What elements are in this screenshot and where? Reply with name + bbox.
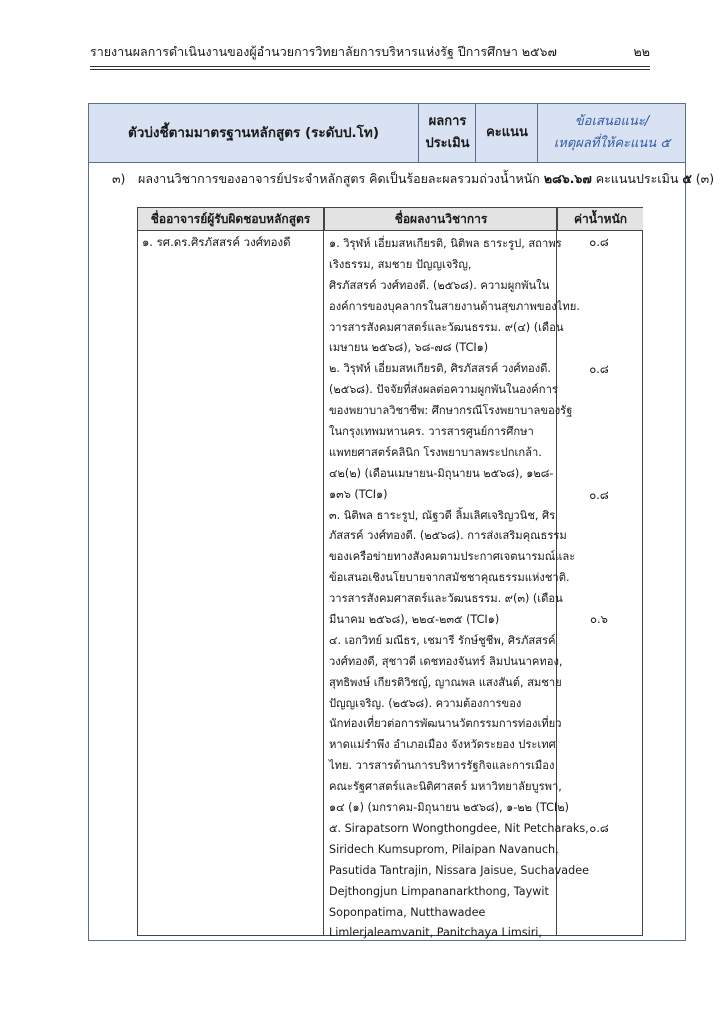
item-ref: (๓) [691, 171, 715, 186]
works-line: ๑. วิรุฬห์ เอี่ยมสหเกียรติ, นิติพล ธาระรูป, สถาพร [329, 237, 562, 250]
criteria-table-header [89, 104, 685, 163]
works-column-header: ชื่อผลงานวิชาการ [324, 208, 557, 231]
works-line: ในกรุงเทพมหานคร. วารสารศูนย์การศึกษา [329, 425, 534, 439]
weight-value: ๐.๘ [589, 362, 609, 376]
works-line: ๕. Sirapatsorn Wongthongdee, Nit Petcharaks, [329, 821, 589, 835]
suggestion-header-line1: ข้อเสนอแนะ/ [574, 114, 650, 129]
header-rule-double [90, 69, 650, 70]
item-text-after: คะแนนประเมิน [591, 171, 683, 186]
works-line: ๔๒(๒) (เดือนเมษายน-มิถุนายน ๒๕๖๘), ๑๒๘- [329, 466, 554, 480]
weight-value: ๐.๘ [589, 235, 609, 249]
works-line: ๓. นิติพล ธาระรูป, ณัฐวดี ลิ้มเลิศเจริญวนิช, ศิร [329, 508, 556, 522]
item-number: ๓) [112, 171, 126, 186]
page-number: ๒๒ [633, 44, 650, 59]
works-line: (๒๕๖๘). ปัจจัยที่ส่งผลต่อความผูกพันในองค์การ [329, 383, 558, 397]
result-header [418, 104, 476, 162]
weight-column-header: ค่าน้ำหนัก [557, 208, 643, 231]
works-line: ศิรภัสสรค์ วงศ์ทองดี. (๒๕๖๘). ความผูกพันใน [329, 278, 550, 292]
works-line: ๔. เอกวิทย์ มณีธร, เชมารี รักษ์ชูชีพ, ศิรภัสสรค์ [329, 633, 556, 647]
weight-value: ๐.๘ [589, 821, 609, 835]
works-line: ไทย. วารสารด้านการบริหารรัฐกิจและการเมือง [329, 759, 555, 773]
item-summary-line [112, 171, 715, 187]
works-line: ภัสสรค์ วงศ์ทองดี. (๒๕๖๘). การส่งเสริมคุณธรรม [329, 529, 567, 543]
professor-column-header: ชื่ออาจารย์ผู้รับผิดชอบหลักสูตร [138, 208, 323, 231]
works-line: วารสารสังคมศาสตร์และวัฒนธรรม. ๙(๔) (เดือน [329, 320, 564, 334]
column-divider [323, 208, 324, 935]
result-header-line1: ผลการ [428, 114, 467, 129]
header-rule [90, 66, 650, 67]
works-line: ของเครือข่ายทางสังคมตามประกาศเจตนารมณ์และ [329, 550, 576, 564]
works-line: ๑๓๖ (TCI๑) [329, 487, 388, 501]
works-line: Limlerjaleamvanit, Panitchaya Limsiri, [329, 926, 542, 940]
works-line: เริงธรรม, สมชาย ปัญญเจริญ, [329, 257, 472, 271]
academic-works-table [137, 207, 643, 940]
works-line: วงศ์ทองดี, สุชาวดี เดชทองจันทร์ ลิมปนนาคทอง, [329, 654, 563, 668]
works-line: สุทธิพงษ์ เกียรติวิชญ์, ญาณพล แสงสันต์, สมชาย [329, 675, 562, 689]
works-line: แพทยศาสตร์คลินิก โรงพยาบาลพระปกเกล้า. [329, 445, 542, 459]
works-list [329, 234, 590, 944]
professor-name: ๑. รศ.ดร.ศิรภัสสรค์ วงศ์ทองดี [142, 235, 291, 249]
works-line: มีนาคม ๒๕๖๘), ๒๒๔-๒๓๕ (TCI๑) [329, 613, 500, 627]
works-line: นักท่องเที่ยวต่อการพัฒนานวัตกรรมการท่องเที่ยว [329, 717, 562, 731]
suggestion-header-line2: เหตุผลที่ให้คะแนน ๕ [553, 136, 671, 151]
works-line: ปัญญเจริญ. (๒๕๖๘). ความต้องการของ [329, 696, 522, 710]
works-line: ๑๔ (๑) (มกราคม-มิถุนายน ๒๕๖๘), ๑-๒๒ (TCI๒) [329, 801, 569, 815]
weight-value: ๐.๘ [589, 488, 609, 502]
works-line: วารสารสังคมศาสตร์และวัฒนธรรม. ๙(๓) (เดือน [329, 592, 563, 606]
running-header [90, 44, 650, 60]
suggestion-header [537, 104, 686, 162]
works-line: องค์การของบุคลากรในสายงานด้านสุขภาพของไทย. [329, 299, 580, 313]
item-text-before: ผลงานวิชาการของอาจารย์ประจำหลักสูตร คิดเป็นร้อยละผลรวมถ่วงน้ำหนัก [138, 171, 544, 186]
result-header-line2: ประเมิน [425, 136, 470, 151]
works-line: คณะรัฐศาสตร์และนิติศาสตร์ มหาวิทยาลัยบูรพา, [329, 780, 562, 794]
works-line: Soponpatima, Nutthawadee [329, 905, 486, 919]
weight-value: ๐.๖ [590, 612, 608, 626]
works-line: Dejthongjun Limpananarkthong, Taywit [329, 884, 549, 898]
works-line: Siridech Kumsuprom, Pilaipan Navanuch, [329, 842, 559, 856]
works-line: เมษายน ๒๕๖๘), ๖๘-๗๘ (TCI๑) [329, 341, 489, 355]
works-line: ของพยาบาลวิชาชีพ: ศึกษากรณีโรงพยาบาลของรัฐ [329, 404, 573, 418]
indicator-header: ตัวบ่งชี้ตามมาตรฐานหลักสูตร (ระดับป.โท) [127, 125, 379, 141]
works-line: ข้อเสนอเชิงนโยบายจากสมัชชาคุณธรรมแห่งชาติ. [329, 571, 570, 585]
works-line: Pasutida Tantrajin, Nissara Jaisue, Suchavadee [329, 863, 590, 877]
works-line: หาดแม่รำพึง อำเภอเมือง จังหวัดระยอง ประเทศ [329, 738, 556, 752]
score-header: คะแนน [475, 104, 538, 162]
running-header-title: รายงานผลการดำเนินงานของผู้อำนวยการวิทยาลัยการบริหารแห่งรัฐ ปีการศึกษา ๒๕๖๗ [90, 44, 557, 59]
item-score: ๕ [682, 171, 692, 186]
works-line: ๒. วิรุฬห์ เอี่ยมสหเกียรติ, ศิรภัสสรค์ วงศ์ทองดี. [329, 362, 551, 376]
item-value: ๒๘๖.๖๗ [543, 171, 592, 186]
